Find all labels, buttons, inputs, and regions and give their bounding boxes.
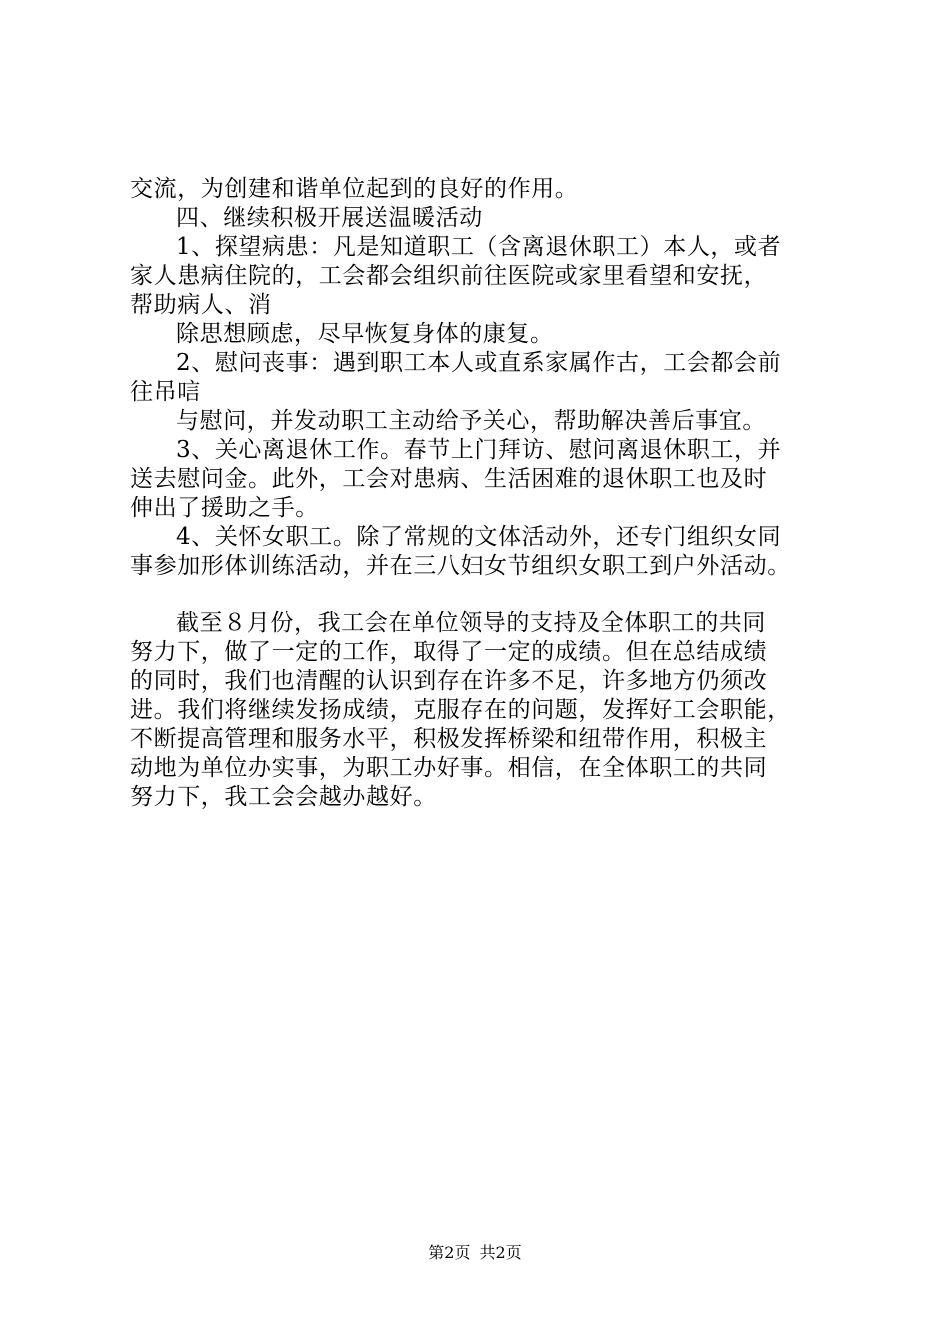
document-body [130,175,850,812]
text-line: 1、探望病患：凡是知道职工（含离退休职工）本人，或者 [176,234,782,260]
text-line: 交流，为创建和谐单位起到的良好的作用。 [130,176,579,202]
page-total: 共2页 [479,1243,522,1262]
text-line: 进。我们将继续发扬成绩，克服存在的问题，发挥好工会职能， [130,697,791,723]
text-line: 不断提高管理和服务水平，积极发挥桥梁和纽带作用，积极主 [130,726,768,752]
text-line: 往吊唁 [130,379,201,405]
text-line: 送去慰问金。此外，工会对患病、生活困难的退休职工也及时 [130,466,768,492]
section-heading: 四、继续积极开展送温暖活动 [176,205,483,231]
text-line: 努力下，做了一定的工作，取得了一定的成绩。但在总结成绩 [130,639,768,665]
text-line: 3、关心离退休工作。春节上门拜访、慰问离退休职工，并 [176,437,782,463]
text-line: 事参加形体训练活动，并在三八妇女节组织女职工到户外活动。 [130,553,791,579]
text-line: 家人患病住院的，工会都会组织前往医院或家里看望和安抚， [130,263,768,289]
text-line: 伸出了援助之手。 [130,495,319,521]
text-line: 除思想顾虑，尽早恢复身体的康复。 [176,321,554,347]
page-footer [0,1243,950,1263]
text-line: 2、慰问丧事：遇到职工本人或直系家属作古，工会都会前 [176,350,782,376]
text-line: 4、关怀女职工。除了常规的文体活动外，还专门组织女同 [176,524,782,550]
text-line: 与慰问，并发动职工主动给予关心，帮助解决善后事宜。 [176,408,766,434]
text-line: 努力下，我工会会越办越好。 [130,784,437,810]
text-line: 的同时，我们也清醒的认识到存在许多不足，许多地方仍须改 [130,668,768,694]
text-line: 截至８月份，我工会在单位领导的支持及全体职工的共同 [176,610,766,636]
page-number: 第2页 [428,1243,471,1262]
text-line: 动地为单位办实事，为职工办好事。相信，在全体职工的共同 [130,755,768,781]
text-line: 帮助病人、消 [130,292,272,318]
paragraph-gap [130,581,850,609]
